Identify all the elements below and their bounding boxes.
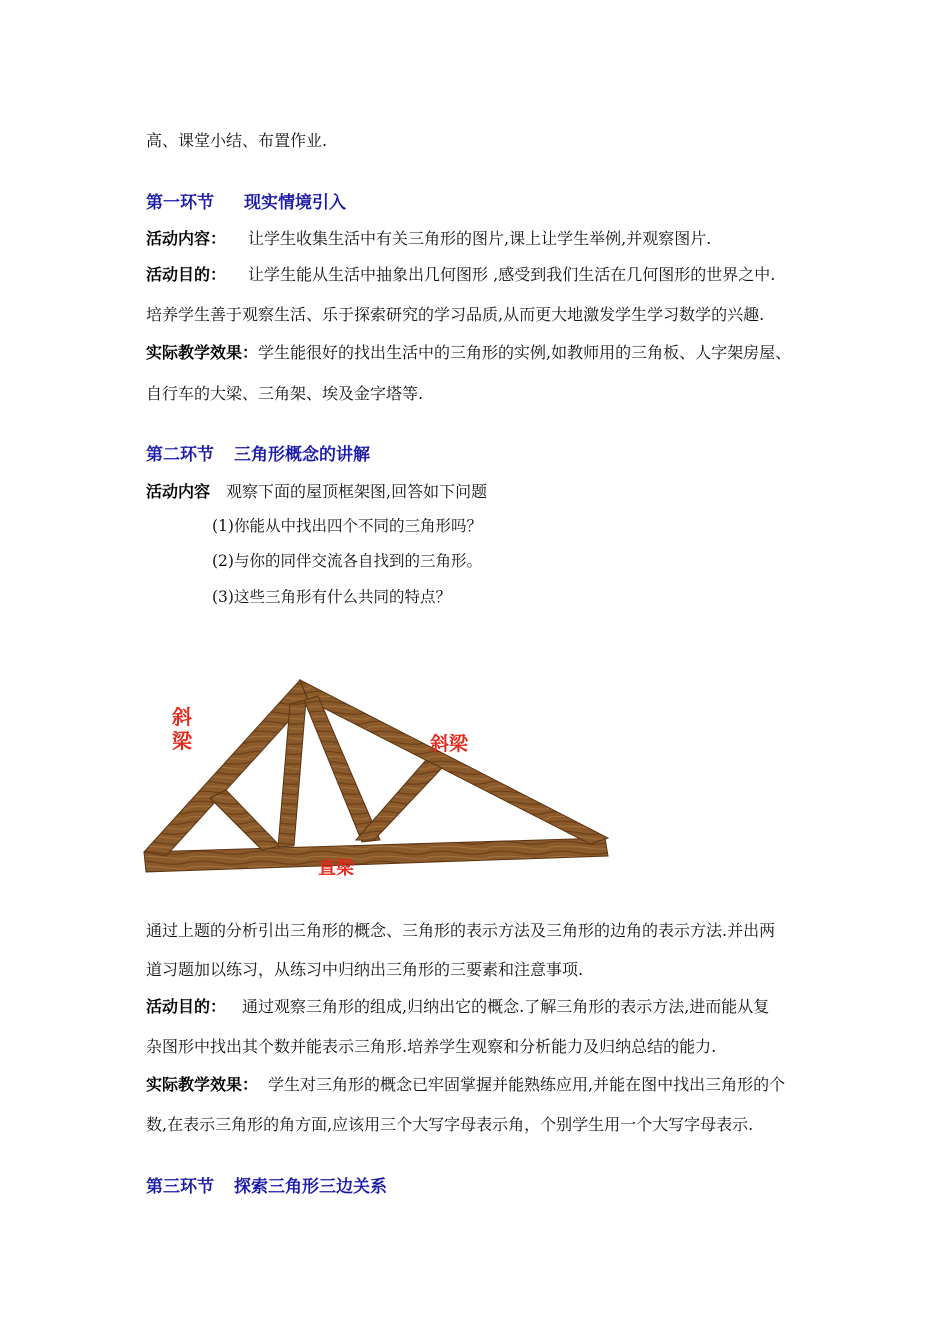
content-label: 活动内容： <box>146 229 227 248</box>
intro-line: 高、课堂小结、布置作业. <box>146 131 328 150</box>
purpose-text: 通过观察三角形的组成,归纳出它的概念.了解三角形的表示方法,进而能从复 <box>242 997 770 1016</box>
truss-frame <box>144 680 608 872</box>
section1-effect <box>146 340 791 363</box>
effect-label: 实际教学效果： <box>146 1075 259 1094</box>
content-text: 让学生收集生活中有关三角形的图片,课上让学生举例,并观察图片. <box>248 229 712 248</box>
section1-purpose <box>146 262 775 285</box>
question-3: (3)这些三角形有什么共同的特点？ <box>212 588 451 606</box>
left-beam-label-1: 斜 <box>172 705 192 729</box>
section1-title: 现实情境引入 <box>244 193 346 213</box>
section3-title: 探索三角形三边关系 <box>234 1177 387 1197</box>
section1-content <box>146 226 711 249</box>
question-1: (1)你能从中找出四个不同的三角形吗？ <box>212 517 482 535</box>
section2-content <box>146 479 487 502</box>
section3-heading <box>146 1172 387 1197</box>
analysis-text-cont: 道习题加以练习，从练习中归纳出三角形的三要素和注意事项. <box>146 960 584 979</box>
left-beam-label-2: 梁 <box>172 729 192 753</box>
content-text: 观察下面的屋顶框架图,回答如下问题 <box>226 482 488 501</box>
section1-purpose-cont: 培养学生善于观察生活、乐于探索研究的学习品质,从而更大地激发学生学习数学的兴趣. <box>146 305 765 324</box>
section2-number: 第二环节 <box>146 445 214 465</box>
effect-text: 学生能很好的找出生活中的三角形的实例,如教师用的三角板、人字架房屋、 <box>258 343 792 362</box>
section2-purpose-cont: 杂图形中找出其个数并能表示三角形.培养学生观察和分析能力及归纳总结的能力. <box>146 1037 717 1056</box>
section1-number: 第一环节 <box>146 193 214 213</box>
section1-heading <box>146 188 346 213</box>
section2-purpose <box>146 994 769 1017</box>
section2-effect <box>146 1072 785 1095</box>
straight-beam <box>144 838 608 872</box>
section3-number: 第三环节 <box>146 1177 214 1197</box>
question-2: (2)与你的同伴交流各自找到的三角形。 <box>212 552 482 570</box>
section1-effect-cont: 自行车的大梁、三角架、埃及金字塔等. <box>146 384 424 403</box>
effect-label: 实际教学效果： <box>146 343 259 362</box>
roof-truss-figure <box>130 660 630 890</box>
purpose-label: 活动目的： <box>146 265 227 284</box>
right-beam-label: 斜梁 <box>430 733 469 755</box>
web-member-4 <box>356 760 442 840</box>
section2-effect-cont: 数,在表示三角形的角方面,应该用三个大写字母表示角，个别学生用一个大写字母表示. <box>146 1115 754 1134</box>
effect-text: 学生对三角形的概念已牢固掌握并能熟练应用,并能在图中找出三角形的个 <box>268 1075 786 1094</box>
straight-beam-label: 直梁 <box>318 858 354 879</box>
analysis-text: 通过上题的分析引出三角形的概念、三角形的表示方法及三角形的边角的表示方法.并出两 <box>146 921 776 940</box>
section2-heading <box>146 440 370 465</box>
purpose-label: 活动目的： <box>146 997 227 1016</box>
content-label: 活动内容 <box>146 482 211 501</box>
purpose-text: 让学生能从生活中抽象出几何图形 ,感受到我们生活在几何图形的世界之中. <box>248 265 776 284</box>
section2-title: 三角形概念的讲解 <box>234 445 370 465</box>
web-member-1 <box>210 790 280 850</box>
